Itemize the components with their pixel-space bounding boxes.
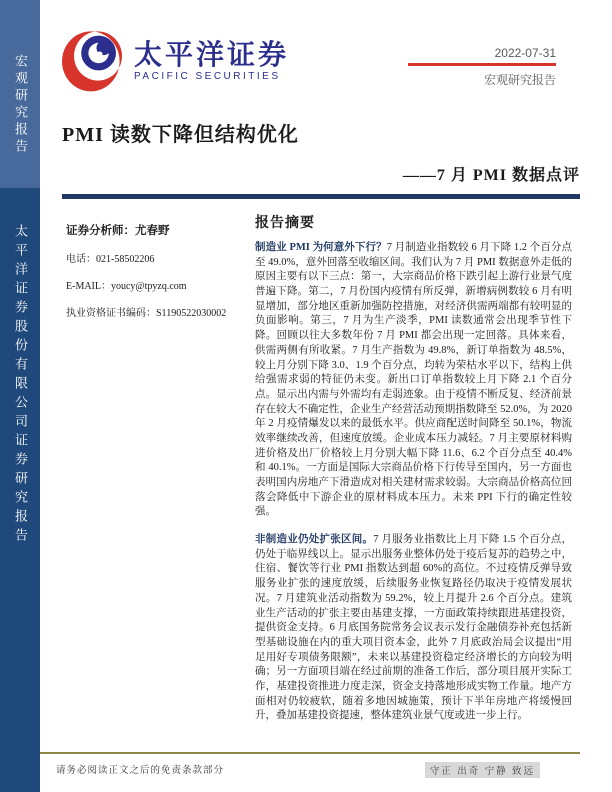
company-name-en: PACIFIC SECURITIES [134, 71, 281, 83]
report-subtitle: ——7 月 PMI 数据点评 [402, 167, 580, 184]
company-logo [62, 28, 289, 96]
paragraph-body: 7 月制造业指数较 6 月下降 1.2 个百分点至 49.0%，意外回落至收缩区间。我们认为 7 月 PMI 数据意外走低的原因主要有以下三点：第一，大宗商品价格下跌引起上游行业景气度普遍下降。第二，7 月份国内疫情有所反弹，新增病例数较 6 月有明显增加，部分地区重新加强防控措施，对经济供需两端都有较明显的负面影响。第三，7 月为生产淡季，PMI 读数通常会出现季节性下降。回顾以往大多数年份 7 月 PMI 都会出现一定回落。具体来看，供需两侧有所收紧。7 月生产指数为 49.8%，新订单指数为 48.5%，较上月分别下降 3.0、1.9 个百分点，均转为荣枯水平以下，结构上供给强需求弱的特征仍未变。新出口订单指数较上月下降 2.1 个百分点。显示出内需与外需均有走弱迹象。由于疫情不断反复、经济前景存在较大不确定性，企业生产经营活动预期指数降至 52.0%，为 2020 年 2 月疫情爆发以来的最低水平。供应商配送时间降至 50.1%，物流效率继续改善，但速度放缓。企业成本压力减轻。7 月主要原材料购进价格及出厂价格较上月分别大幅下降 11.6、6.2 个百分点至 40.4%和 40.1%。一方面是国际大宗商品价格下行传导至国内，另一方面也表明国内房地产下滑造成对相关建材需求较弱。大宗商品价格高位回落会降低中下游企业的原材料成本压力。未来 PPI 下行的确定性较强。 [255, 242, 572, 518]
page-footer [40, 752, 580, 792]
report-date: 2022-07-31 [494, 46, 556, 60]
sidebar-bottom-band [0, 188, 40, 792]
report-content [62, 0, 580, 792]
header-right-block [406, 28, 556, 96]
sidebar-top-label: 宏观研究报告 [13, 54, 28, 156]
sidebar-top-band [0, 0, 40, 188]
header [62, 0, 580, 96]
summary-heading: 报告摘要 [255, 216, 315, 231]
red-divider-line [408, 63, 556, 66]
pacific-securities-swirl-icon [62, 28, 122, 96]
analyst-info-block [66, 199, 248, 737]
paragraph-lead: 制造业 PMI 为何意外下行？ [255, 242, 387, 253]
company-name-cn: 太平洋证券 [134, 39, 290, 70]
company-name-block [134, 28, 289, 82]
footer-row [40, 754, 580, 778]
report-title: PMI 读数下降但结构优化 [62, 124, 299, 146]
analyst-name-line: 证券分析师：尤春野 [66, 225, 170, 237]
analyst-license-line: 执业资格证书编码：S1190522030002 [66, 308, 227, 319]
sidebar-bottom-label: 太平洋证券股份有限公司证券研究报告 [13, 224, 28, 547]
left-sidebar [0, 0, 40, 792]
summary-paragraph-nonmanufacturing [255, 533, 572, 724]
disclaimer-text: 请务必阅读正文之后的免责条款部分 [56, 766, 225, 776]
body-columns [62, 199, 580, 737]
paragraph-lead: 非制造业仍处扩张区间。 [255, 534, 374, 546]
analyst-phone-line: 电话：021-58502206 [66, 254, 155, 265]
paragraph-body: 7 月服务业指数比上月下降 1.5 个百分点，仍处于临界线以上。显示出服务业整体仍处于疫后复苏的趋势之中，住宿、餐饮等行业 PMI 指数达到超 60%的高位。不过疫情反弹导致服务业扩张的速度放缓，后续服务业恢复路径仍取决于疫情发展状况。7 月建筑业活动指数为 59.2%，较上月提升 2.6 个百分点。建筑业生产活动的扩张主要由基建支撑，一方面政策持续跟进基建投资，提供资金支持。6 月底国务院常务会议表示发行金融债券补充包括新型基础设施在内的重大项目资本金，此外 7 月底政治局会议提出“用足用好专项债务限额”，未来以基建投资稳定经济增长的方向较为明确；另一方面项目端在经过前期的准备工作后，部分项目展开实际工作，基建投资推进力度走深，资金支持落地形成实物工作量。地产方面相对仍较疲软，随着多地因城施策，预计下半年房地产将缓慢回升，叠加基建投资提速，整体建筑业景气度或进一步上行。 [255, 534, 572, 722]
company-motto: 守正 出奇 宁静 致远 [425, 762, 540, 778]
report-type-label: 宏观研究报告 [483, 73, 556, 87]
analyst-email-line: E-MAIL：youcy@tpyzq.com [66, 281, 187, 292]
summary-paragraph-manufacturing [255, 241, 572, 520]
report-summary [255, 199, 572, 737]
